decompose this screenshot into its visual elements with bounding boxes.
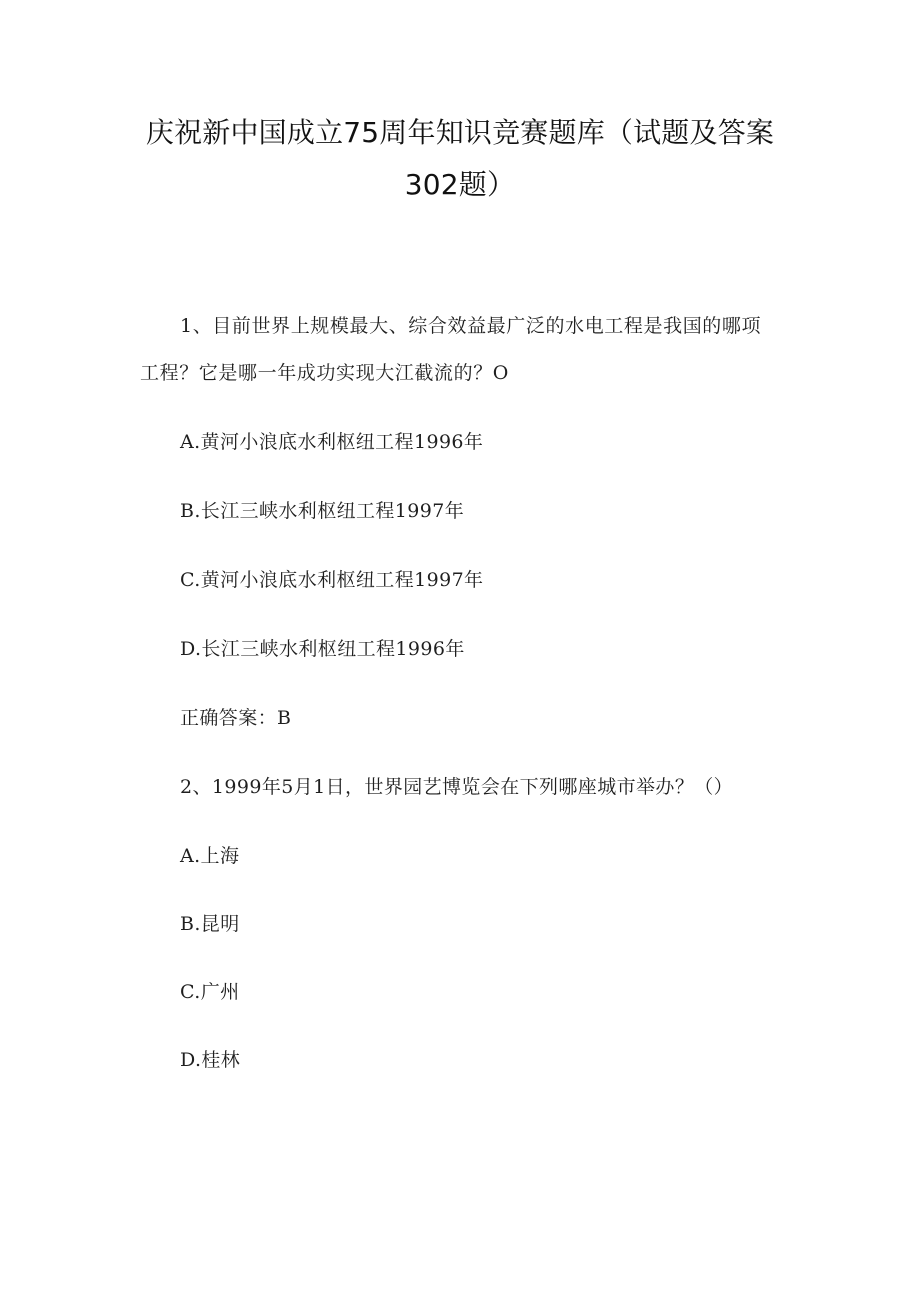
question-1-answer: 正确答案：B: [180, 707, 292, 729]
question-1-option-b: B.长江三峡水利枢纽工程1997年: [180, 500, 465, 522]
question-1-option-c: C.黄河小浪底水利枢纽工程1997年: [180, 569, 484, 591]
question-1-option-a: A.黄河小浪底水利枢纽工程1996年: [180, 431, 484, 453]
question-2-option-c: C.广州: [180, 981, 240, 1003]
question-2-option-a: A.上海: [180, 845, 240, 867]
question-1-text-line-2: 工程？它是哪一年成功实现大江截流的？O: [140, 362, 509, 384]
question-1-text-line-1: 1、目前世界上规模最大、综合效益最广泛的水电工程是我国的哪项: [180, 315, 762, 337]
document-title-line-1: 庆祝新中国成立75周年知识竞赛题库（试题及答案: [145, 116, 775, 149]
question-1-option-d: D.长江三峡水利枢纽工程1996年: [180, 638, 465, 660]
question-2-text: 2、1999年5月1日，世界园艺博览会在下列哪座城市举办？（）: [180, 776, 734, 798]
question-2-option-b: B.昆明: [180, 913, 240, 935]
question-2-option-d: D.桂林: [180, 1049, 241, 1071]
document-title-line-2: 302题）: [404, 168, 516, 201]
